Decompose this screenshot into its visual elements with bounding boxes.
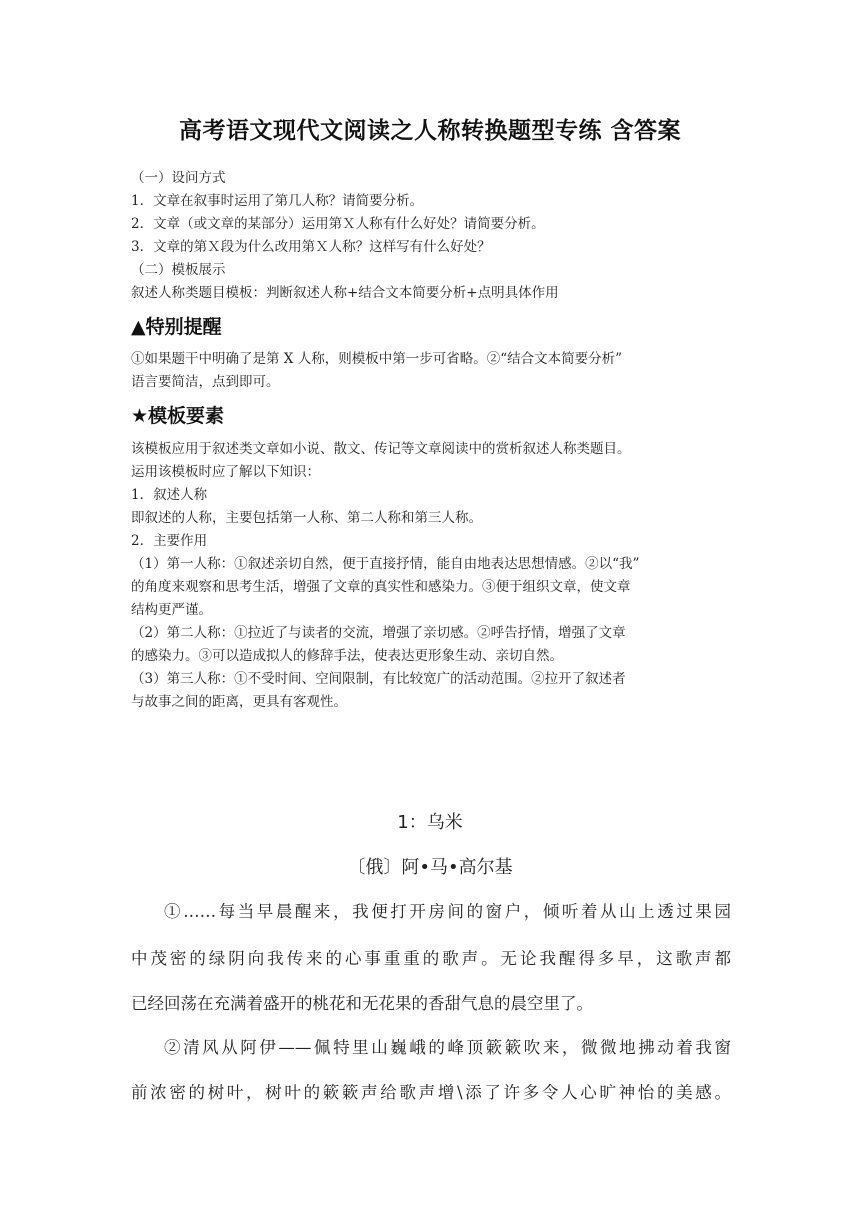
- document-title: 高考语文现代文阅读之人称转换题型专练 含答案: [178, 118, 681, 144]
- elements-line: （1）第一人称：①叙述亲切自然，便于直接抒情，能自由地表达思想情感。②以“我”: [131, 556, 640, 572]
- reminder-heading: ▲特别提醒: [131, 316, 222, 338]
- essay-author: 〔俄〕阿•马•高尔基: [347, 857, 513, 878]
- question-item: 3．文章的第Ｘ段为什么改用第Ｘ人称？这样写有什么好处？: [131, 239, 491, 255]
- elements-line: 与故事之间的距离，更具有客观性。: [131, 694, 347, 710]
- elements-line: 运用该模板时应了解以下知识：: [131, 464, 320, 480]
- elements-line: 结构更严谨。: [131, 602, 212, 618]
- essay-line: 已经回荡在充满着盛开的桃花和无花果的香甜气息的晨空里了。: [131, 994, 593, 1013]
- section-heading-question-types: （一）设问方式: [131, 170, 226, 186]
- essay-line: 中茂密的绿阴向我传来的心事重重的歌声。无论我醒得多早，这歌声都: [131, 949, 731, 968]
- elements-line: （3）第三人称：①不受时间、空间限制，有比较宽广的活动范围。②拉开了叙述者: [131, 671, 626, 687]
- template-text: 叙述人称类题目模板：判断叙述人称+结合文本简要分析+点明具体作用: [131, 285, 559, 301]
- elements-line: （2）第二人称：①拉近了与读者的交流，增强了亲切感。②呼告抒情，增强了文章: [131, 625, 626, 641]
- elements-line: 的感染力。③可以造成拟人的修辞手法，使表达更形象生动、亲切自然。: [131, 648, 563, 664]
- reminder-line: 语言要简洁，点到即可。: [131, 374, 280, 390]
- elements-heading: ★模板要素: [131, 405, 225, 427]
- question-item: 1．文章在叙事时运用了第几人称？请简要分析。: [131, 193, 424, 209]
- essay-line: ①……每当早晨醒来，我便打开房间的窗户，倾听着从山上透过果园: [164, 902, 731, 921]
- essay-title: 1：乌米: [397, 812, 463, 833]
- essay-line: ②清风从阿伊——佩特里山巍峨的峰顶簌簌吹来，微微地拂动着我窗: [164, 1038, 731, 1057]
- elements-line: 2．主要作用: [131, 533, 208, 549]
- section-heading-template: （二）模板展示: [131, 262, 226, 278]
- elements-line: 该模板应用于叙述类文章如小说、散文、传记等文章阅读中的赏析叙述人称类题目。: [131, 441, 631, 457]
- elements-line: 的角度来观察和思考生活，增强了文章的真实性和感染力。③便于组织文章，使文章: [131, 579, 631, 595]
- essay-line: 前浓密的树叶，树叶的簌簌声给歌声增\添了许多令人心旷神怡的美感。: [131, 1083, 731, 1102]
- elements-line: 1．叙述人称: [131, 487, 208, 503]
- question-item: 2．文章（或文章的某部分）运用第Ｘ人称有什么好处？请简要分析。: [131, 216, 545, 232]
- reminder-line: ①如果题干中明确了是第 X 人称，则模板中第一步可省略。②“结合文本简要分析”: [131, 351, 622, 367]
- elements-line: 即叙述的人称，主要包括第一人称、第二人称和第三人称。: [131, 510, 482, 526]
